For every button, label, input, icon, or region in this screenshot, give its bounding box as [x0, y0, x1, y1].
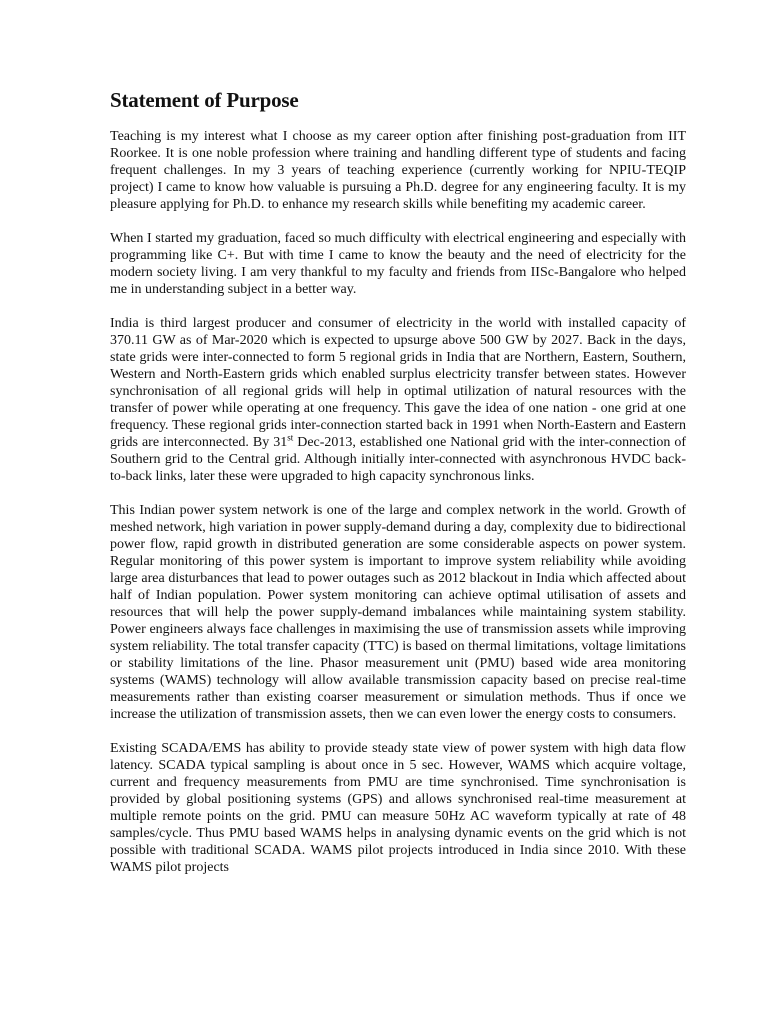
paragraph-teaching: Teaching is my interest what I choose as my career option after finishing post-graduation from IIT Roorkee. It is one noble profession where training and handling different type of students and facing frequent challenges. In my 3 years of teaching experience (currently working for NPIU-TEQIP project) I came to know how valuable is pursuing a Ph.D. degree for any engineering faculty. It is my pleasure applying for Ph.D. to enhance my research skills while benefiting my academic career. — [110, 129, 686, 212]
paragraph-india-grid — [110, 315, 686, 485]
paragraph-scada-wams: Existing SCADA/EMS has ability to provide steady state view of power system with high data flow latency. SCADA typical sampling is about once in 5 sec. However, WAMS which acquire voltage, current and frequency measurements from PMU are time synchronised. Time synchronisation is provided by global positioning systems (GPS) and allows synchronised real-time measurement at multiple remote points on the grid. PMU can measure 50Hz AC waveform typically at rate of 48 samples/cycle. Thus PMU based WAMS helps in analysing dynamic events on the grid which is not possible with traditional SCADA. WAMS pilot projects introduced in India since 2010. With these WAMS pilot projects — [110, 741, 686, 875]
paragraph-power-system: This Indian power system network is one of the large and complex network in the world. Growth of meshed network, high variation in power supply-demand during a day, complexity due to bidirectional power flow, rapid growth in distributed generation are some considerable aspects on power system. Regular monitoring of this power system is important to improve system reliability while avoiding large area disturbances that lead to power outages such as 2012 blackout in India which affected about half of Indian population. Power system monitoring can achieve optimal utilisation of assets and resources that will help the power supply-demand imbalances while maintaining system stability. Power engineers always face challenges in maximising the use of transmission assets while improving system reliability. The total transfer capacity (TTC) is based on thermal limitations, voltage limitations or stability limitations of the line. Phasor measurement unit (PMU) based wide area monitoring systems (WAMS) technology will allow available transmission capacity based on precise real-time measurements rather than existing coarser measurement or simulation methods. Thus if once we increase the utilization of transmission assets, then we can even lower the energy costs to consumers. — [110, 503, 686, 722]
india-paragraph-text-1: India is third largest producer and consumer of electricity in the world with installed capacity of 370.11 GW as of Mar-2020 which is expected to upsurge above 500 GW by 2027. Back in the days, state grids were inter-connected to form 5 regional grids in India that are Northern, Eastern, Southern, Western and North-Eastern grids which enabled surplus electricity transfer between states. However synchronisation of all regional grids will help in optimal utilization of natural resources with the transfer of power while operating at one frequency. This gave the idea of one nation - one grid at one frequency. These regional grids inter-connection started back in 1991 when North-Eastern and Eastern grids are interconnected. By 31 — [110, 316, 686, 450]
paragraph-graduation: When I started my graduation, faced so much difficulty with electrical engineering and especially with programming like C+. But with time I came to know the beauty and the need of electricity for the modern society living. I am very thankful to my faculty and friends from IISc-Bangalore who helped me in understanding subject in a better way. — [110, 231, 686, 297]
date-ordinal-superscript: st — [287, 432, 294, 443]
india-paragraph-text-2: Dec-2013, established one National grid with the inter-connection of Southern grid to the Central grid. Although initially inter-connected with asynchronous HVDC back-to-back links, later these were upgraded to high capacity synchronous links. — [110, 435, 687, 484]
page-title: Statement of Purpose — [110, 88, 299, 112]
